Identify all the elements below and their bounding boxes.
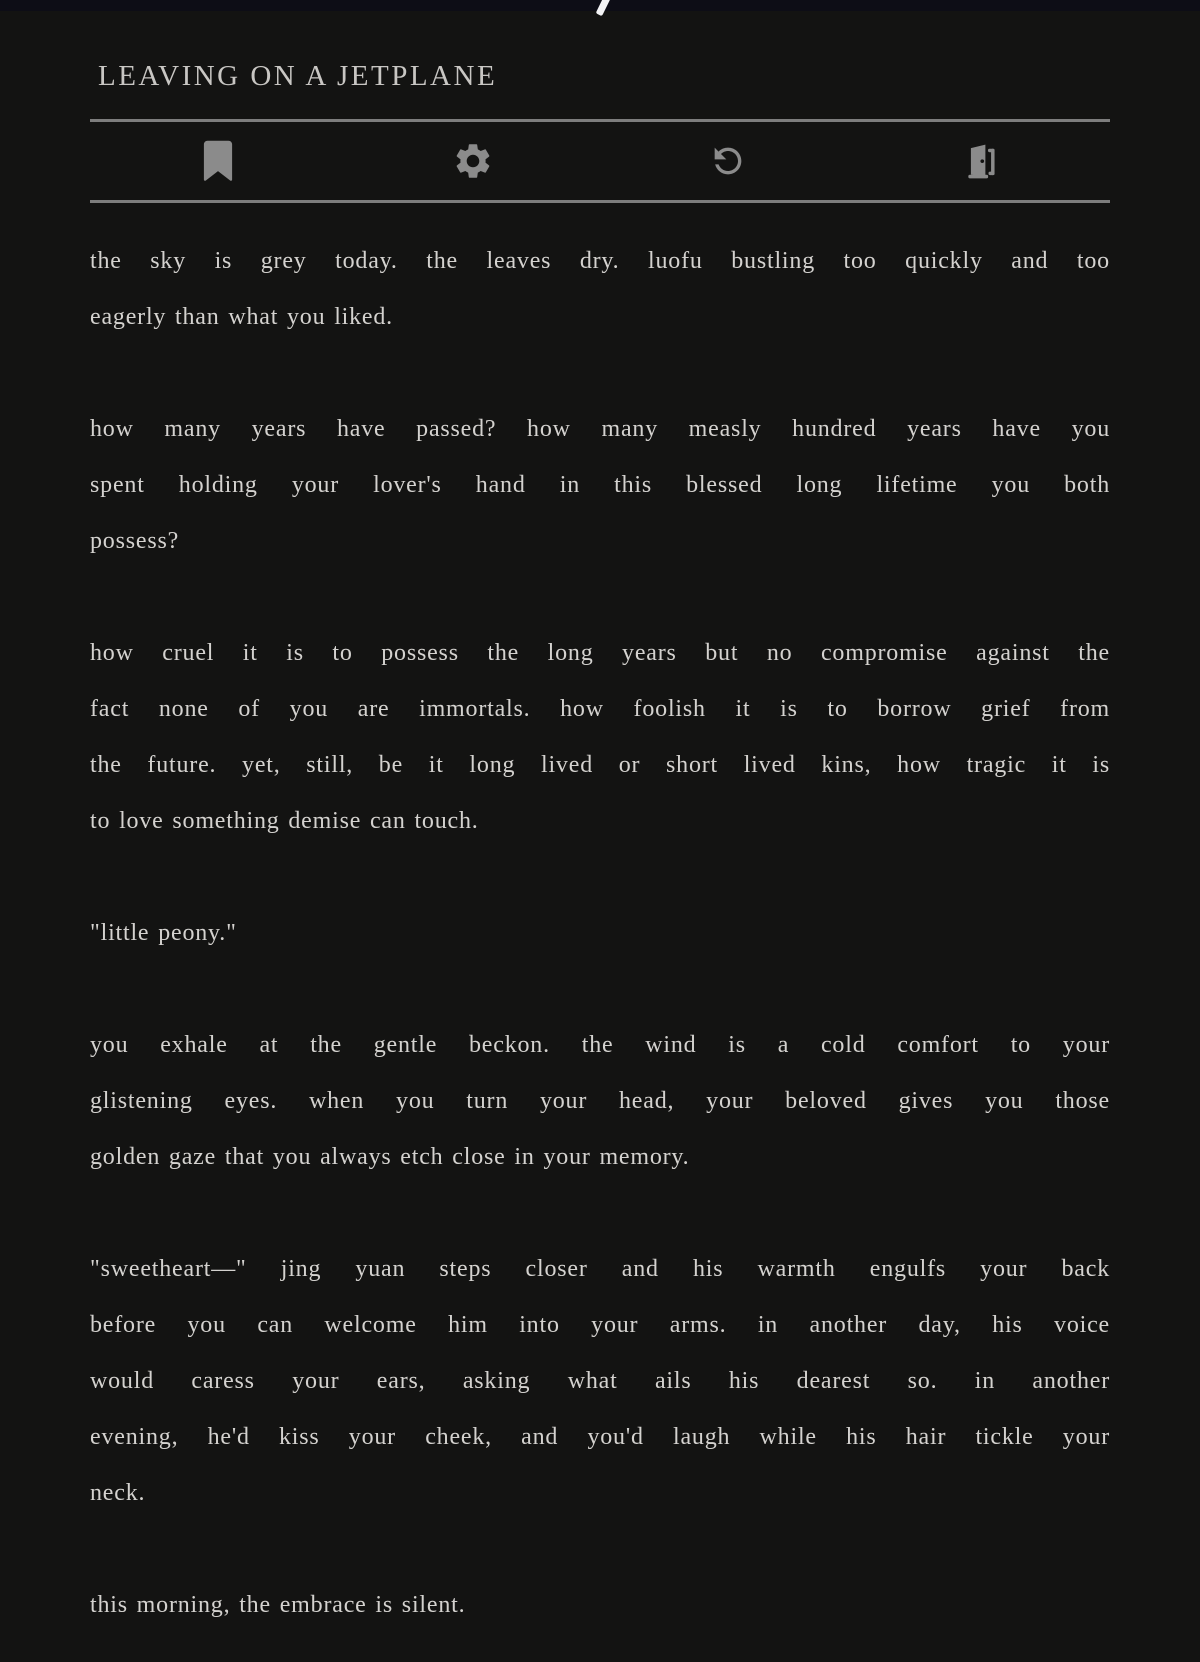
story-paragraph (90, 1577, 1110, 1633)
story-line: "sweetheart—" jing yuan steps closer and his warmth engulfs your back (90, 1256, 1110, 1282)
story-line: glistening eyes. when you turn your head, your beloved gives you those (90, 1088, 1110, 1114)
story-line: eagerly than what you liked. (90, 304, 393, 330)
reader-header (90, 58, 1110, 94)
story-line: golden gaze that you always etch close in your memory. (90, 1144, 690, 1170)
story-line: "little peony." (90, 920, 237, 946)
exit-button[interactable] (855, 139, 1110, 183)
restore-button[interactable] (600, 141, 855, 181)
story-line: the future. yet, still, be it long lived or short lived kins, how tragic it is (90, 752, 1110, 778)
story-line: evening, he'd kiss your cheek, and you'd laugh while his hair tickle your (90, 1424, 1110, 1450)
page-title: LEAVING ON A JETPLANE (98, 60, 498, 92)
story-text (90, 203, 1110, 1633)
story-paragraph (90, 905, 1110, 961)
reader-toolbar (90, 122, 1110, 200)
story-paragraph (90, 401, 1110, 569)
story-paragraph (90, 625, 1110, 849)
story-line: spent holding your lover's hand in this blessed long lifetime you both (90, 472, 1110, 498)
story-line: fact none of you are immortals. how foolish it is to borrow grief from (90, 696, 1110, 722)
story-line: neck. (90, 1480, 146, 1506)
exit-door-icon (961, 139, 1005, 183)
settings-button[interactable] (345, 140, 600, 182)
settings-gear-icon (452, 140, 494, 182)
story-line: would caress your ears, asking what ails his dearest so. in another (90, 1368, 1110, 1394)
story-paragraph (90, 1017, 1110, 1185)
restore-undo-icon (708, 141, 748, 181)
bookmark-button[interactable] (90, 140, 345, 182)
story-line: before you can welcome him into your arms. in another day, his voice (90, 1312, 1110, 1338)
story-line: the sky is grey today. the leaves dry. luofu bustling too quickly and too (90, 248, 1110, 274)
story-line: how many years have passed? how many measly hundred years have you (90, 416, 1110, 442)
story-paragraph (90, 233, 1110, 345)
story-paragraph (90, 1241, 1110, 1521)
story-line: how cruel it is to possess the long years but no compromise against the (90, 640, 1110, 666)
story-line: you exhale at the gentle beckon. the wind is a cold comfort to your (90, 1032, 1110, 1058)
story-line: possess? (90, 528, 180, 554)
story-line: to love something demise can touch. (90, 808, 479, 834)
story-line: this morning, the embrace is silent. (90, 1592, 466, 1618)
bookmark-icon (203, 140, 233, 182)
